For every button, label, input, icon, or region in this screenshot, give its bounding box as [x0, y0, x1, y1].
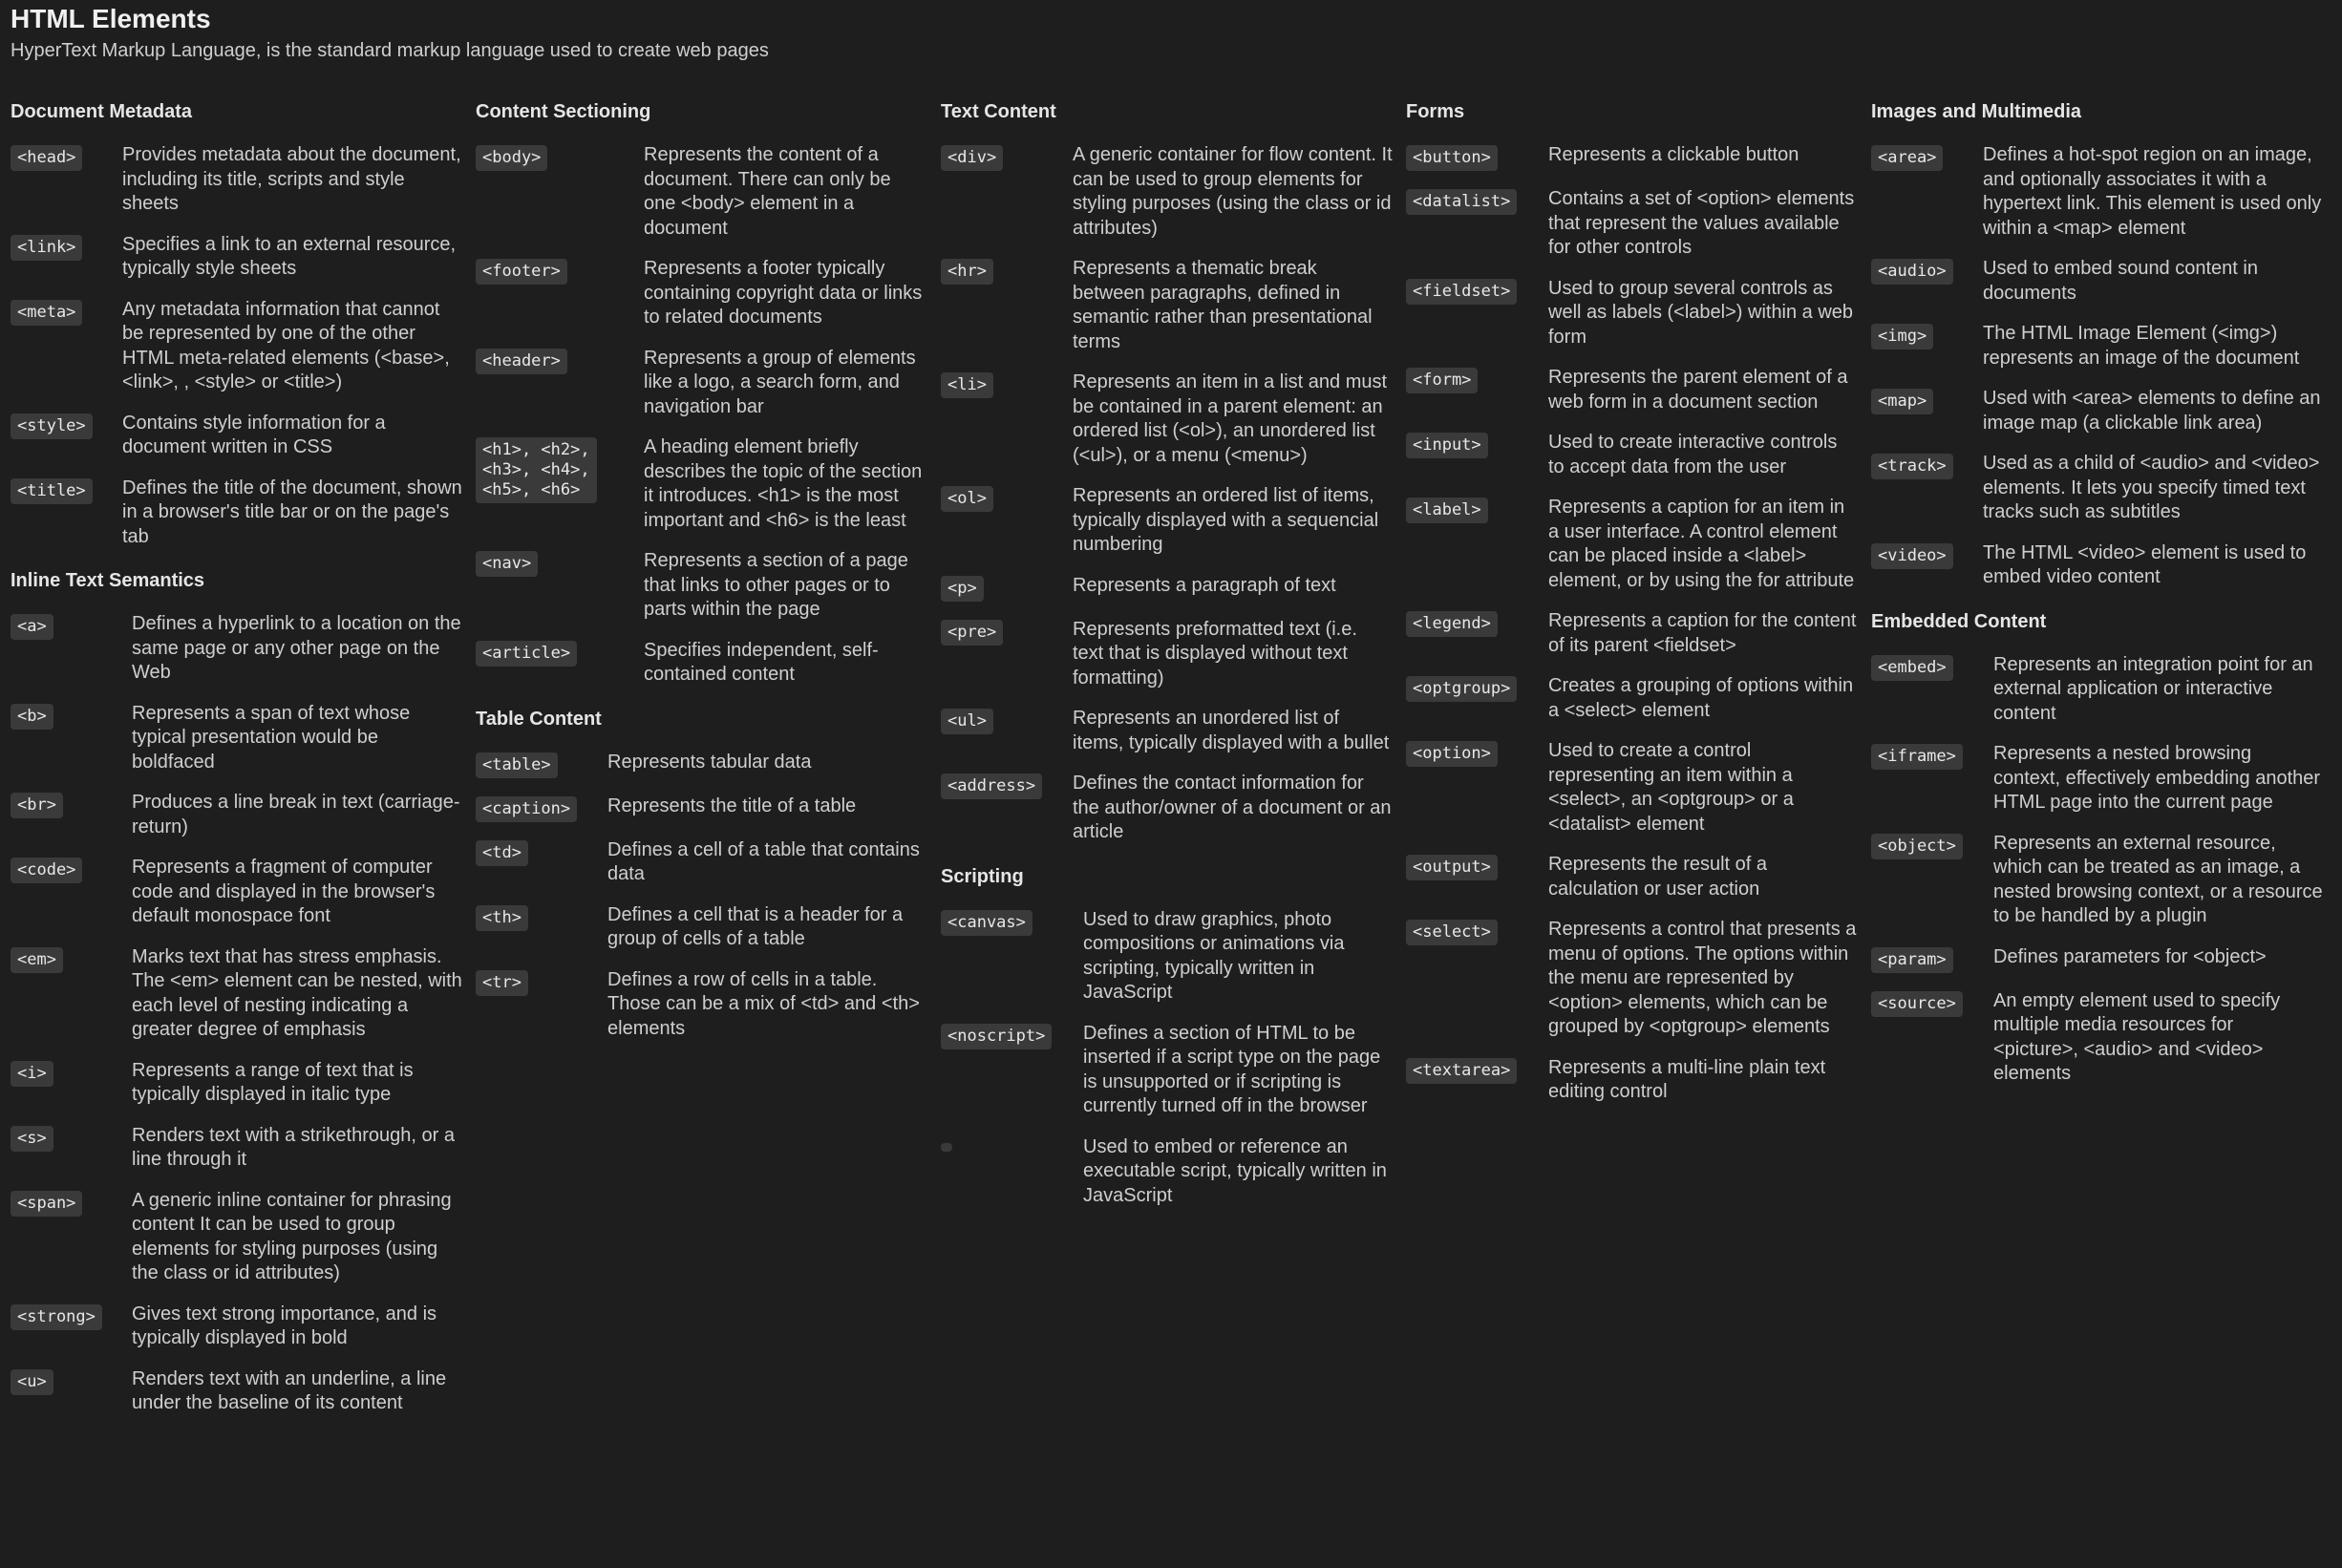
- element-description: Gives text strong importance, and is typically displayed in bold: [132, 1303, 437, 1348]
- tag-cell: [476, 795, 607, 822]
- element-tag: <nav>: [476, 551, 538, 577]
- tag-cell: [11, 1367, 132, 1395]
- tag-cell: [1871, 945, 1993, 973]
- section-title: Table Content: [476, 708, 602, 730]
- element-entry: [476, 549, 941, 623]
- element-tag: <link>: [11, 235, 82, 261]
- tag-cell: [941, 257, 1073, 285]
- element-entry: [11, 298, 476, 395]
- element-tag: <p>: [941, 576, 984, 602]
- element-tag: <button>: [1406, 145, 1498, 171]
- element-tag: <input>: [1406, 433, 1488, 458]
- element-entry: [476, 257, 941, 330]
- element-tag: <ol>: [941, 486, 993, 512]
- page-title: HTML Elements: [11, 4, 211, 33]
- element-description: Specifies independent, self-contained content: [644, 639, 879, 685]
- element-description: Represents a fragment of computer code and displayed in the browser's default monospace font: [132, 857, 436, 926]
- column: [1871, 95, 2336, 1435]
- tag-cell: [11, 233, 122, 261]
- section-title: Text Content: [941, 101, 1056, 122]
- element-description: Represents the title of a table: [607, 795, 857, 816]
- tag-cell: [11, 791, 132, 818]
- element-entry: [1406, 277, 1871, 350]
- element-entry: [11, 1124, 476, 1173]
- element-tag: <article>: [476, 641, 577, 667]
- section-title: Document Metadata: [11, 101, 193, 122]
- tag-cell: [11, 1303, 132, 1330]
- element-entry: [11, 477, 476, 550]
- element-description: Represents a caption for the content of its parent <fieldset>: [1548, 610, 1857, 656]
- tag-cell: [941, 618, 1073, 646]
- element-tag: <track>: [1871, 454, 1953, 479]
- element-entry: [941, 484, 1406, 558]
- element-tag: <textarea>: [1406, 1058, 1517, 1084]
- element-description: Represents an ordered list of items, typically displayed with a sequencial numbering: [1073, 485, 1379, 555]
- tag-cell: [476, 257, 644, 285]
- element-description: Represents an item in a list and must be contained in a parent element: an ordered list (<ol>), an unordered list (<ul>), or a menu (<menu>): [1073, 371, 1388, 466]
- tag-cell: [1406, 609, 1548, 637]
- element-description: Defines parameters for <object>: [1993, 945, 2267, 967]
- element-entry: [941, 143, 1406, 241]
- element-entry: [1871, 945, 2336, 973]
- element-description: A generic container for flow content. It can be used to group elements for styling purposes (using the class or id attributes): [1073, 144, 1393, 239]
- columns-container: [11, 95, 2331, 1435]
- element-description: Represents a range of text that is typically displayed in italic type: [132, 1059, 414, 1105]
- section: [1871, 609, 2336, 1087]
- element-tag: <footer>: [476, 259, 567, 285]
- element-tag: <form>: [1406, 368, 1478, 393]
- element-description: Represents a group of elements like a logo, a search form, and navigation bar: [644, 347, 916, 417]
- tag-cell: [1406, 366, 1548, 393]
- element-tag: <label>: [1406, 498, 1488, 523]
- element-tag: <h1>, <h2>, <h3>, <h4>, <h5>, <h6>: [476, 437, 597, 503]
- element-description: Represents a paragraph of text: [1073, 574, 1336, 596]
- element-entry: [11, 412, 476, 460]
- tag-cell: [476, 751, 607, 778]
- section-title: Content Sectioning: [476, 101, 651, 122]
- tag-cell: [1406, 496, 1548, 523]
- element-tag: <body>: [476, 145, 547, 171]
- element-description: Specifies a link to an external resource, typically style sheets: [122, 233, 457, 279]
- element-description: Represents a span of text whose typical presentation would be boldfaced: [132, 702, 411, 773]
- element-description: Represents a thematic break between paragraphs, defined in semantic rather than presentational terms: [1073, 258, 1373, 352]
- element-tag: <s>: [11, 1126, 53, 1152]
- element-tag: <i>: [11, 1061, 53, 1087]
- element-entry: [1406, 1056, 1871, 1105]
- element-tag: <pre>: [941, 620, 1003, 646]
- section: [1406, 99, 1871, 1105]
- element-tag: <meta>: [11, 300, 82, 326]
- element-entry: [476, 347, 941, 420]
- element-description: Represents a caption for an item in a user interface. A control element can be placed inside a <label> element, or by using the for attribute: [1548, 497, 1855, 591]
- tag-cell: [476, 549, 644, 577]
- element-entry: [1871, 541, 2336, 590]
- element-description: Used to group several controls as well as labels (<label>) within a web form: [1548, 277, 1854, 348]
- element-entry: [1871, 257, 2336, 306]
- element-tag: <hr>: [941, 259, 993, 285]
- element-tag: <fieldset>: [1406, 279, 1517, 305]
- element-description: Used to embed or reference an executable script, typically written in JavaScript: [1083, 1135, 1387, 1206]
- element-entry: [941, 618, 1406, 691]
- element-entry: [1871, 832, 2336, 929]
- tag-cell: [1871, 452, 1983, 479]
- element-tag: <address>: [941, 773, 1042, 799]
- element-description: Defines a cell of a table that contains data: [607, 838, 920, 884]
- element-description: Used with <area> elements to define an image map (a clickable link area): [1983, 388, 2321, 434]
- element-description: Used to draw graphics, photo compositions or animations via scripting, typically written in JavaScript: [1083, 908, 1345, 1003]
- element-tag: <tr>: [476, 970, 528, 996]
- tag-cell: [11, 143, 122, 171]
- element-entry: [11, 1059, 476, 1108]
- element-tag: <optgroup>: [1406, 676, 1517, 702]
- tag-cell: [476, 838, 607, 866]
- element-description: The HTML Image Element (<img>) represents an image of the document: [1983, 323, 2300, 369]
- tag-cell: [11, 856, 132, 883]
- element-description: Contains a set of <option> elements that represent the values available for other controls: [1548, 188, 1855, 258]
- element-entry: [1406, 739, 1871, 837]
- element-description: An empty element used to specify multiple media resources for <picture>, <audio> and <video> elements: [1993, 989, 2281, 1084]
- element-description: A generic inline container for phrasing content It can be used to group elements for styling purposes (using the class or id attributes): [132, 1189, 452, 1283]
- element-tag: <embed>: [1871, 655, 1953, 681]
- element-tag: <code>: [11, 858, 82, 883]
- tag-cell: [1871, 989, 1993, 1017]
- element-tag: <audio>: [1871, 259, 1953, 285]
- element-entry: [11, 1303, 476, 1351]
- element-tag: <b>: [11, 704, 53, 730]
- section: [1871, 99, 2336, 590]
- element-entry: [11, 791, 476, 839]
- tag-cell: [1406, 674, 1548, 702]
- tag-cell: [941, 143, 1073, 171]
- element-entry: [11, 1367, 476, 1416]
- element-tag: <span>: [11, 1191, 82, 1217]
- tag-cell: [476, 435, 644, 503]
- element-description: Represents a control that presents a menu of options. The options within the menu are represented by <option> elements, which can be grouped by <optgroup> elements: [1548, 919, 1857, 1037]
- tag-cell: [1406, 739, 1548, 767]
- element-tag: <div>: [941, 145, 1003, 171]
- element-entry: [1406, 853, 1871, 901]
- element-tag: <noscript>: [941, 1024, 1052, 1049]
- element-tag: <table>: [476, 752, 558, 778]
- element-description: Creates a grouping of options within a <select> element: [1548, 675, 1854, 721]
- element-tag: <br>: [11, 793, 63, 818]
- element-entry: [1406, 431, 1871, 479]
- tag-cell: [1871, 541, 1983, 569]
- section-title: Inline Text Semantics: [11, 570, 205, 591]
- tag-cell: [1406, 918, 1548, 945]
- element-tag: <caption>: [476, 796, 577, 822]
- element-tag: <th>: [476, 905, 528, 931]
- element-tag: <object>: [1871, 834, 1963, 859]
- element-entry: [11, 702, 476, 775]
- element-entry: [941, 908, 1406, 1006]
- element-entry: [11, 143, 476, 217]
- element-entry: [476, 435, 941, 533]
- element-tag: <li>: [941, 372, 993, 398]
- element-description: Defines the contact information for the author/owner of a document or an article: [1073, 773, 1392, 842]
- element-entry: [1871, 322, 2336, 371]
- section-title: Forms: [1406, 101, 1465, 122]
- element-entry: [941, 371, 1406, 468]
- element-description: Provides metadata about the document, including its title, scripts and style sheets: [122, 144, 461, 214]
- element-tag: <em>: [11, 947, 63, 973]
- element-description: A heading element briefly describes the topic of the section it introduces. <h1> is the most important and <h6> is the least: [644, 436, 923, 531]
- section-title: Scripting: [941, 865, 1024, 887]
- element-entry: [1871, 653, 2336, 727]
- section: [476, 99, 941, 688]
- element-tag: <datalist>: [1406, 189, 1517, 215]
- element-description: Used as a child of <audio> and <video> elements. It lets you specify timed text tracks such as subtitles: [1983, 453, 2320, 522]
- element-entry: [1406, 143, 1871, 171]
- element-entry: [941, 257, 1406, 354]
- element-entry: [941, 772, 1406, 845]
- section: [11, 99, 476, 549]
- element-description: Defines a row of cells in a table. Those can be a mix of <td> and <th> elements: [607, 968, 920, 1039]
- element-entry: [11, 233, 476, 282]
- element-entry: [11, 945, 476, 1043]
- element-entry: [1406, 366, 1871, 414]
- column: [1406, 95, 1871, 1435]
- element-description: Represents tabular data: [607, 751, 812, 773]
- element-description: Used to create a control representing an item within a <select>, an <optgroup> or a <datalist> element: [1548, 740, 1794, 835]
- element-tag: <video>: [1871, 543, 1953, 569]
- element-entry: [941, 1022, 1406, 1119]
- element-tag: <td>: [476, 840, 528, 866]
- element-description: Defines a hot-spot region on an image, and optionally associates it with a hypertext link. This element is used only within a <map> element: [1983, 144, 2322, 239]
- element-description: Defines a cell that is a header for a group of cells of a table: [607, 903, 904, 949]
- tag-cell: [11, 612, 132, 640]
- element-entry: [1406, 674, 1871, 723]
- element-description: Represents a nested browsing context, effectively embedding another HTML page into the current page: [1993, 743, 2321, 813]
- tag-cell: [1406, 187, 1548, 215]
- element-description: Defines a hyperlink to a location on the same page or any other page on the Web: [132, 613, 461, 683]
- tag-cell: [941, 574, 1073, 602]
- element-description: Represents the result of a calculation or user action: [1548, 854, 1768, 900]
- tag-cell: [941, 772, 1073, 799]
- element-tag: <param>: [1871, 947, 1953, 973]
- tag-cell: [941, 707, 1073, 734]
- element-description: Represents an external resource, which can be treated as an image, a nested browsing context, or a resource to be handled by a plugin: [1993, 832, 2323, 926]
- section: [11, 568, 476, 1416]
- element-description: Represents a multi-line plain text editing control: [1548, 1056, 1826, 1102]
- tag-cell: [11, 1189, 132, 1217]
- tag-cell: [11, 1124, 132, 1152]
- section-title: Images and Multimedia: [1871, 101, 2082, 122]
- tag-cell: [476, 968, 607, 996]
- element-entry: [941, 1135, 1406, 1209]
- section: [941, 864, 1406, 1209]
- tag-cell: [476, 143, 644, 171]
- element-tag: <u>: [11, 1369, 53, 1395]
- tag-cell: [11, 298, 122, 326]
- element-description: Contains style information for a document written in CSS: [122, 412, 386, 457]
- element-description: Used to embed sound content in documents: [1983, 258, 2258, 304]
- element-entry: [1871, 452, 2336, 525]
- element-tag: <canvas>: [941, 910, 1033, 936]
- section: [476, 707, 941, 1042]
- element-description: Represents an unordered list of items, typically displayed with a bullet: [1073, 708, 1390, 753]
- element-tag: <source>: [1871, 991, 1963, 1017]
- element-entry: [476, 903, 941, 952]
- element-entry: [476, 143, 941, 241]
- tag-cell: [1406, 431, 1548, 458]
- element-entry: [941, 574, 1406, 602]
- tag-cell: [1871, 387, 1983, 414]
- element-description: Defines a section of HTML to be inserted if a script type on the page is unsupported or if scripting is currently turned off in the browser: [1083, 1022, 1381, 1116]
- element-description: Used to create interactive controls to accept data from the user: [1548, 432, 1838, 477]
- element-tag: <img>: [1871, 324, 1933, 350]
- tag-cell: [11, 412, 122, 439]
- tag-cell: [1871, 257, 1983, 285]
- element-tag: <a>: [11, 614, 53, 640]
- element-description: Represents a clickable button: [1548, 144, 1799, 165]
- element-description: Represents preformatted text (i.e. text that is displayed without text formatting): [1073, 618, 1357, 689]
- tag-cell: [941, 371, 1073, 398]
- tag-cell: [1406, 143, 1548, 171]
- column: [11, 95, 476, 1435]
- column: [476, 95, 941, 1435]
- element-description: Marks text that has stress emphasis. The <em> element can be nested, with each level of nesting indicating a greater degree of emphasis: [132, 945, 462, 1040]
- element-description: Represents the parent element of a web form in a document section: [1548, 367, 1848, 413]
- element-tag: <ul>: [941, 709, 993, 734]
- element-tag: <area>: [1871, 145, 1943, 171]
- page-subtitle: HyperText Markup Language, is the standard markup language used to create web pages: [11, 40, 769, 61]
- element-description: Represents an integration point for an external application or interactive content: [1993, 653, 2313, 724]
- element-entry: [476, 838, 941, 887]
- element-description: Any metadata information that cannot be represented by one of the other HTML meta-related elements (<base>, <link>, , <style> or <title>): [122, 298, 450, 392]
- element-tag: <select>: [1406, 920, 1498, 945]
- element-tag: <map>: [1871, 389, 1933, 414]
- tag-cell: [1871, 832, 1993, 859]
- element-entry: [941, 707, 1406, 755]
- element-description: Defines the title of the document, shown in a browser's title bar or on the page's tab: [122, 477, 462, 547]
- element-entry: [1871, 742, 2336, 816]
- page: [11, 0, 2331, 1568]
- element-description: Represents a footer typically containing copyright data or links to related documents: [644, 258, 923, 328]
- tag-cell: [11, 945, 132, 973]
- tag-cell: [941, 484, 1073, 512]
- tag-cell: [1406, 277, 1548, 305]
- element-description: The HTML <video> element is used to embed video content: [1983, 541, 2307, 587]
- tag-cell: [476, 347, 644, 374]
- section: [941, 99, 1406, 845]
- element-entry: [11, 1189, 476, 1286]
- element-entry: [476, 751, 941, 778]
- element-tag: <head>: [11, 145, 82, 171]
- element-tag: <strong>: [11, 1304, 102, 1330]
- tag-cell: [11, 1059, 132, 1087]
- tag-cell: [1406, 1056, 1548, 1084]
- element-description: Renders text with a strikethrough, or a line through it: [132, 1124, 455, 1170]
- element-entry: [476, 968, 941, 1042]
- element-tag: <style>: [11, 413, 93, 439]
- tag-cell: [1871, 742, 1993, 770]
- element-entry: [1871, 989, 2336, 1087]
- element-entry: [1406, 609, 1871, 658]
- tag-cell: [11, 702, 132, 730]
- element-entry: [1871, 143, 2336, 241]
- element-description: Produces a line break in text (carriage-return): [132, 792, 460, 837]
- element-entry: [1871, 387, 2336, 435]
- element-description: Renders text with an underline, a line under the baseline of its content: [132, 1367, 447, 1413]
- element-tag: <iframe>: [1871, 744, 1963, 770]
- element-entry: [11, 856, 476, 929]
- tag-cell: [941, 908, 1083, 936]
- element-entry: [476, 639, 941, 688]
- element-entry: [1406, 496, 1871, 593]
- tag-cell: [941, 1135, 1083, 1156]
- tag-cell: [1871, 322, 1983, 350]
- element-entry: [1406, 918, 1871, 1040]
- element-entry: [11, 612, 476, 686]
- element-tag: <header>: [476, 349, 567, 374]
- element-tag: [941, 1143, 952, 1152]
- tag-cell: [941, 1022, 1083, 1049]
- tag-cell: [11, 477, 122, 504]
- column: [941, 95, 1406, 1435]
- element-description: Represents a section of a page that links to other pages or to parts within the page: [644, 550, 908, 620]
- tag-cell: [1871, 143, 1983, 171]
- tag-cell: [1871, 653, 1993, 681]
- tag-cell: [476, 903, 607, 931]
- element-description: Represents the content of a document. There can only be one <body> element in a document: [644, 144, 891, 239]
- element-tag: <option>: [1406, 741, 1498, 767]
- tag-cell: [1406, 853, 1548, 880]
- tag-cell: [476, 639, 644, 667]
- section-title: Embedded Content: [1871, 610, 2047, 632]
- element-entry: [476, 795, 941, 822]
- element-tag: <output>: [1406, 855, 1498, 880]
- element-tag: <title>: [11, 478, 93, 504]
- element-entry: [1406, 187, 1871, 261]
- element-tag: <legend>: [1406, 611, 1498, 637]
